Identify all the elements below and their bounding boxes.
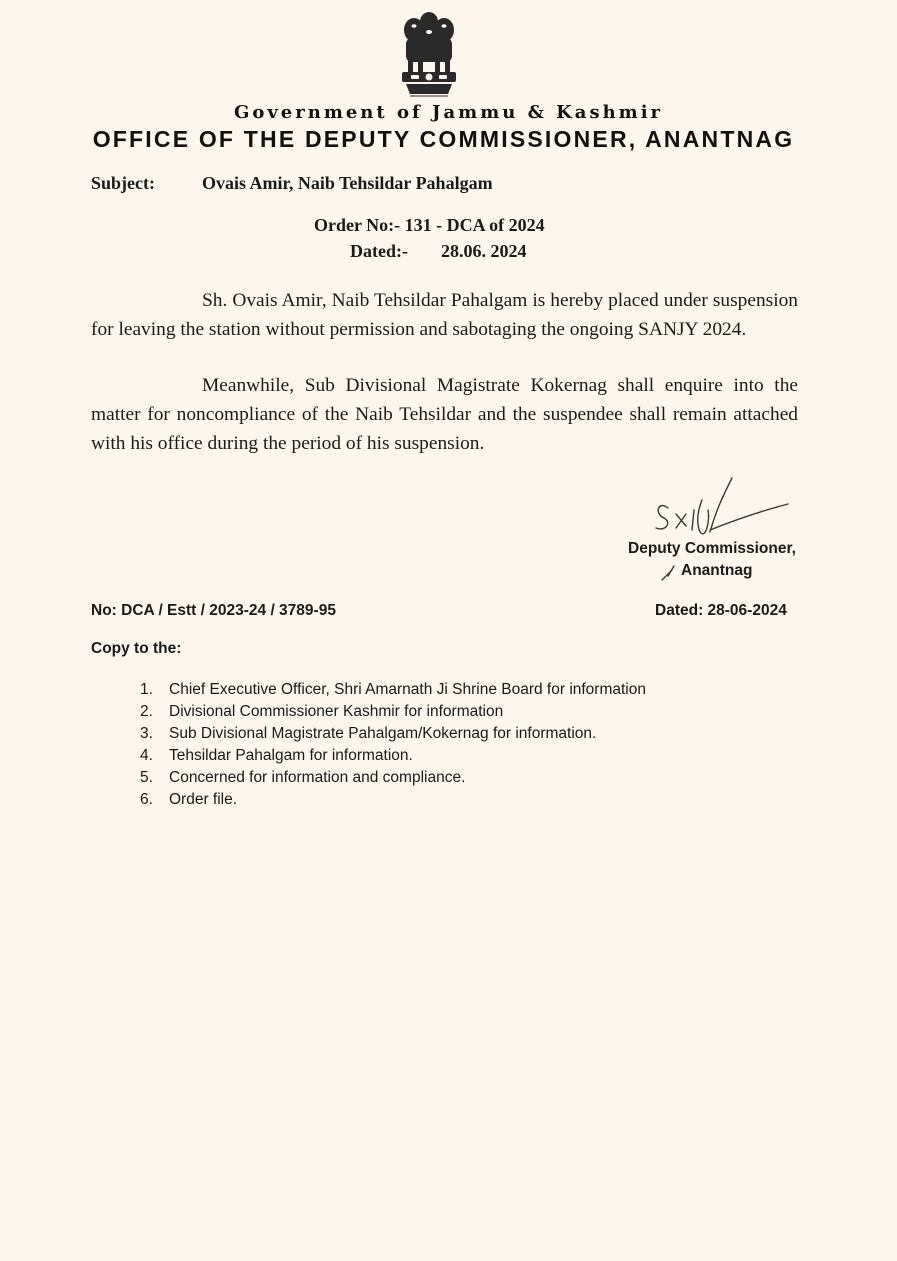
list-item-number: 6. — [140, 791, 153, 808]
government-heading: Government of Jammu & Kashmir — [233, 102, 664, 123]
list-item — [140, 723, 646, 745]
reference-number: No: DCA / Estt / 2023-24 / 3789-95 — [91, 602, 336, 619]
list-item-text: Tehsildar Pahalgam for information. — [169, 747, 413, 764]
subject-label: Subject: — [91, 173, 155, 193]
list-item-text: Chief Executive Officer, Shri Amarnath Ji Shrine Board for information — [169, 681, 646, 698]
list-item — [140, 701, 646, 723]
list-item-text: Divisional Commissioner Kashmir for information — [169, 703, 504, 720]
office-heading: OFFICE OF THE DEPUTY COMMISSIONER, ANANTNAG — [92, 126, 795, 152]
list-item-number: 4. — [140, 747, 153, 764]
list-item — [140, 679, 646, 701]
signatory-place: Anantnag — [681, 562, 753, 579]
copy-to-list — [140, 679, 646, 811]
subject-text: Ovais Amir, Naib Tehsildar Pahalgam — [202, 173, 493, 193]
list-item-number: 5. — [140, 769, 153, 786]
list-item-number: 1. — [140, 681, 153, 698]
list-item-number: 2. — [140, 703, 153, 720]
list-item-text: Sub Divisional Magistrate Pahalgam/Kokernag for information. — [169, 725, 597, 742]
list-item-number: 3. — [140, 725, 153, 742]
order-dated-value: 28.06. 2024 — [441, 241, 527, 261]
list-item-text: Order file. — [169, 791, 238, 808]
list-item-text: Concerned for information and compliance. — [169, 769, 466, 786]
order-paragraph-1: Sh. Ovais Amir, Naib Tehsildar Pahalgam is hereby placed under suspension for leaving the station without permission and sabotaging the ongoing SANJY 2024. — [91, 290, 798, 340]
state-emblem-icon — [396, 8, 462, 100]
copy-to-heading: Copy to the: — [91, 640, 182, 657]
order-dated-label: Dated:- — [350, 241, 408, 261]
order-number: Order No:- 131 - DCA of 2024 — [314, 215, 545, 235]
list-item — [140, 789, 646, 811]
reference-date: Dated: 28-06-2024 — [655, 602, 787, 619]
order-paragraph-2: Meanwhile, Sub Divisional Magistrate Kokernag shall enquire into the matter for noncompliance of the Naib Tehsildar and the suspendee shall remain attached with his office during the period of his suspension. — [91, 375, 798, 454]
list-item — [140, 745, 646, 767]
list-item — [140, 767, 646, 789]
signatory-title: Deputy Commissioner, — [628, 540, 796, 557]
